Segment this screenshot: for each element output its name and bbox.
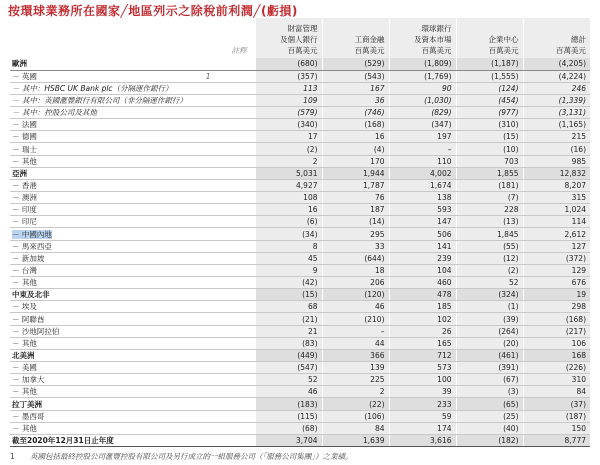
value-cell: 114	[523, 216, 590, 228]
row-label: － 其中：英國滙豐銀行有限公司（非分隔運作銀行）	[12, 95, 187, 105]
value-cell: 174	[389, 422, 456, 434]
value-cell: (40)	[456, 422, 523, 434]
row-label: 亞洲	[12, 168, 27, 178]
value-cell: (1,809)	[389, 58, 456, 70]
row-label: － 德國	[12, 132, 37, 142]
column-header: 環球銀行 及資本市場 百萬美元	[389, 18, 456, 58]
value-cell: (829)	[389, 107, 456, 119]
value-cell: (1,769)	[389, 70, 456, 82]
value-cell: (15)	[456, 131, 523, 143]
value-cell: (10)	[456, 143, 523, 155]
value-cell: (34)	[255, 228, 322, 240]
row-label: － 澳洲	[12, 193, 37, 203]
table-row	[10, 410, 590, 422]
value-cell: 141	[389, 240, 456, 252]
value-cell: (65)	[456, 398, 523, 410]
value-cell: 76	[322, 192, 389, 204]
value-cell: 8	[255, 240, 322, 252]
value-cell: 298	[523, 301, 590, 313]
row-label: － 其他	[12, 387, 37, 397]
table-row	[10, 362, 590, 374]
value-cell: 712	[389, 349, 456, 361]
value-cell: –	[389, 143, 456, 155]
value-cell: 1,944	[322, 167, 389, 179]
column-header: 工商金融 百萬美元	[322, 18, 389, 58]
value-cell: (1,187)	[456, 58, 523, 70]
row-label: － 其他	[12, 338, 37, 348]
value-cell: (4)	[322, 143, 389, 155]
table-row	[10, 131, 590, 143]
row-label: － 美國	[12, 363, 37, 373]
value-cell: (746)	[322, 107, 389, 119]
region-row	[10, 398, 590, 410]
region-row	[10, 58, 590, 70]
value-cell: 4,927	[255, 179, 322, 191]
value-cell: 478	[389, 289, 456, 301]
value-cell: 90	[389, 82, 456, 94]
value-cell: 197	[389, 131, 456, 143]
row-label-cell	[10, 264, 255, 276]
row-label-cell	[10, 240, 255, 252]
value-cell: (680)	[255, 58, 322, 70]
value-cell: (210)	[322, 313, 389, 325]
value-cell: 1,674	[389, 179, 456, 191]
row-label: － 其他	[12, 423, 37, 433]
row-label-cell	[10, 131, 255, 143]
row-label: － 加拿大	[12, 375, 45, 385]
row-label: 中東及北非	[12, 290, 50, 300]
value-cell: (115)	[255, 410, 322, 422]
value-cell: 147	[389, 216, 456, 228]
note-column-header: 註釋	[10, 18, 255, 58]
value-cell: (168)	[322, 119, 389, 131]
value-cell: 215	[523, 131, 590, 143]
value-cell: (357)	[255, 70, 322, 82]
value-cell: –	[322, 325, 389, 337]
value-cell: (4,205)	[523, 58, 590, 70]
table-row	[10, 192, 590, 204]
row-label-cell	[10, 398, 255, 410]
row-label-cell	[10, 143, 255, 155]
row-label: 拉丁美洲	[12, 399, 42, 409]
row-label-cell	[10, 228, 255, 240]
value-cell: (1,165)	[523, 119, 590, 131]
value-cell: (543)	[322, 70, 389, 82]
value-cell: 21	[255, 325, 322, 337]
value-cell: 206	[322, 277, 389, 289]
value-cell: 46	[255, 386, 322, 398]
column-header: 企業中心 百萬美元	[456, 18, 523, 58]
row-label: － 墨西哥	[12, 411, 45, 421]
row-label-cell	[10, 167, 255, 179]
value-cell: (340)	[255, 119, 322, 131]
value-cell: (187)	[523, 410, 590, 422]
row-label-cell	[10, 301, 255, 313]
value-cell: 36	[322, 94, 389, 106]
table-row	[10, 422, 590, 434]
value-cell: (22)	[322, 398, 389, 410]
row-label-cell	[10, 349, 255, 361]
value-cell: (13)	[456, 216, 523, 228]
row-label: － 其他	[12, 156, 37, 166]
value-cell: (25)	[456, 410, 523, 422]
value-cell: 225	[322, 374, 389, 386]
value-cell: (644)	[322, 252, 389, 264]
table-row	[10, 277, 590, 289]
value-cell: (372)	[523, 252, 590, 264]
value-cell: 9	[255, 264, 322, 276]
row-label: － 印尼	[12, 217, 37, 227]
value-cell: (21)	[255, 313, 322, 325]
table-row	[10, 240, 590, 252]
value-cell: 1,024	[523, 204, 590, 216]
value-cell: (15)	[255, 289, 322, 301]
value-cell: (68)	[255, 422, 322, 434]
table-row	[10, 94, 590, 106]
value-cell: (454)	[456, 94, 523, 106]
row-label-cell	[10, 386, 255, 398]
value-cell: 460	[389, 277, 456, 289]
value-cell: 593	[389, 204, 456, 216]
table-row	[10, 337, 590, 349]
value-cell: 33	[322, 240, 389, 252]
row-label: － 阿聯酋	[12, 314, 45, 324]
value-cell: (83)	[255, 337, 322, 349]
value-cell: 315	[523, 192, 590, 204]
row-label-cell	[10, 192, 255, 204]
value-cell: 2	[322, 386, 389, 398]
value-cell: (449)	[255, 349, 322, 361]
row-label-cell	[10, 107, 255, 119]
value-cell: 19	[523, 289, 590, 301]
value-cell: 106	[523, 337, 590, 349]
value-cell: 113	[255, 82, 322, 94]
column-header: 總計 百萬美元	[523, 18, 590, 58]
value-cell: 100	[389, 374, 456, 386]
value-cell: (324)	[456, 289, 523, 301]
value-cell: (106)	[322, 410, 389, 422]
row-label: － 中國內地	[12, 229, 52, 239]
row-label: 北美洲	[12, 350, 35, 360]
row-label: － 印度	[12, 205, 37, 215]
value-cell: (67)	[456, 374, 523, 386]
value-cell: 26	[389, 325, 456, 337]
value-cell: (1,555)	[456, 70, 523, 82]
row-label-cell	[10, 313, 255, 325]
row-label-cell	[10, 155, 255, 167]
value-cell: 246	[523, 82, 590, 94]
value-cell: 150	[523, 422, 590, 434]
value-cell: (977)	[456, 107, 523, 119]
value-cell: 12,832	[523, 167, 590, 179]
table-row	[10, 204, 590, 216]
value-cell: (347)	[389, 119, 456, 131]
row-label-cell	[10, 325, 255, 337]
table-row	[10, 301, 590, 313]
table-row	[10, 313, 590, 325]
row-label: － 台灣	[12, 265, 37, 275]
value-cell: 59	[389, 410, 456, 422]
table-row	[10, 119, 590, 131]
value-cell: (12)	[456, 252, 523, 264]
row-label: － 埃及	[12, 302, 37, 312]
value-cell: 139	[322, 362, 389, 374]
row-label-cell	[10, 410, 255, 422]
value-cell: 228	[456, 204, 523, 216]
value-cell: (120)	[322, 289, 389, 301]
value-cell: (7)	[456, 192, 523, 204]
value-cell: 1,855	[456, 167, 523, 179]
value-cell: 2,612	[523, 228, 590, 240]
row-label: － 馬來西亞	[12, 241, 52, 251]
row-label-cell	[10, 362, 255, 374]
table-row	[10, 179, 590, 191]
row-label-cell	[10, 58, 255, 70]
value-cell: (579)	[255, 107, 322, 119]
row-label: － 其中：HSBC UK Bank plc（分隔運作銀行）	[12, 83, 173, 93]
value-cell: 310	[523, 374, 590, 386]
value-cell: (4,224)	[523, 70, 590, 82]
value-cell: (264)	[456, 325, 523, 337]
value-cell: (461)	[456, 349, 523, 361]
value-cell: (14)	[322, 216, 389, 228]
value-cell: 16	[255, 204, 322, 216]
value-cell: (226)	[523, 362, 590, 374]
value-cell: 17	[255, 131, 322, 143]
value-cell: 138	[389, 192, 456, 204]
table-row	[10, 325, 590, 337]
page-title: 按環球業務所在國家╱地區列示之除稅前利潤╱(虧損)	[8, 4, 298, 18]
value-cell: (2)	[456, 264, 523, 276]
value-cell: 4,002	[389, 167, 456, 179]
region-row	[10, 167, 590, 179]
value-cell: (181)	[456, 179, 523, 191]
table-header-row	[10, 18, 590, 58]
row-label-cell	[10, 94, 255, 106]
value-cell: 573	[389, 362, 456, 374]
value-cell: 84	[322, 422, 389, 434]
value-cell: (547)	[255, 362, 322, 374]
value-cell: 18	[322, 264, 389, 276]
value-cell: 3,704	[255, 434, 322, 446]
value-cell: 3,616	[389, 434, 456, 446]
row-label-cell	[10, 204, 255, 216]
row-label-cell	[10, 252, 255, 264]
value-cell: 366	[322, 349, 389, 361]
table-row	[10, 107, 590, 119]
note-reference: 1	[205, 71, 211, 81]
value-cell: 239	[389, 252, 456, 264]
value-cell: (3,131)	[523, 107, 590, 119]
value-cell: 46	[322, 301, 389, 313]
row-label-cell	[10, 289, 255, 301]
value-cell: 68	[255, 301, 322, 313]
value-cell: 108	[255, 192, 322, 204]
value-cell: (42)	[255, 277, 322, 289]
row-label-cell	[10, 337, 255, 349]
value-cell: 985	[523, 155, 590, 167]
row-label: － 沙地阿拉伯	[12, 326, 60, 336]
value-cell: 167	[322, 82, 389, 94]
row-label: － 新加坡	[12, 253, 45, 263]
value-cell: 52	[456, 277, 523, 289]
profit-by-country-table	[10, 18, 590, 447]
value-cell: (182)	[456, 434, 523, 446]
value-cell: 45	[255, 252, 322, 264]
value-cell: (3)	[456, 386, 523, 398]
row-label-cell	[10, 277, 255, 289]
value-cell: 52	[255, 374, 322, 386]
value-cell: 233	[389, 398, 456, 410]
table-row	[10, 252, 590, 264]
value-cell: (124)	[456, 82, 523, 94]
row-label-cell	[10, 179, 255, 191]
value-cell: (1)	[456, 301, 523, 313]
value-cell: 109	[255, 94, 322, 106]
total-row	[10, 434, 590, 446]
region-row	[10, 289, 590, 301]
table-row	[10, 155, 590, 167]
value-cell: 187	[322, 204, 389, 216]
table-row	[10, 386, 590, 398]
value-cell: (168)	[523, 313, 590, 325]
row-label-cell	[10, 216, 255, 228]
value-cell: 170	[322, 155, 389, 167]
value-cell: 102	[389, 313, 456, 325]
row-label-cell	[10, 434, 255, 446]
row-label-cell	[10, 70, 255, 82]
value-cell: (16)	[523, 143, 590, 155]
value-cell: (6)	[255, 216, 322, 228]
row-label: － 法國	[12, 120, 37, 130]
column-header: 財富管理 及個人銀行 百萬美元	[255, 18, 322, 58]
row-label-cell	[10, 422, 255, 434]
value-cell: 506	[389, 228, 456, 240]
value-cell: 676	[523, 277, 590, 289]
value-cell: 703	[456, 155, 523, 167]
value-cell: 8,207	[523, 179, 590, 191]
region-row	[10, 349, 590, 361]
value-cell: (20)	[456, 337, 523, 349]
table-row	[10, 228, 590, 240]
value-cell: 110	[389, 155, 456, 167]
row-label: － 其他	[12, 278, 37, 288]
value-cell: 8,777	[523, 434, 590, 446]
value-cell: (217)	[523, 325, 590, 337]
value-cell: 44	[322, 337, 389, 349]
row-label: － 其中：控股公司及其他	[12, 108, 97, 118]
value-cell: (183)	[255, 398, 322, 410]
row-label: 歐洲	[12, 59, 27, 69]
table-row	[10, 143, 590, 155]
value-cell: 127	[523, 240, 590, 252]
value-cell: (2)	[255, 143, 322, 155]
table-row	[10, 216, 590, 228]
row-label-cell	[10, 82, 255, 94]
value-cell: 168	[523, 349, 590, 361]
value-cell: 104	[389, 264, 456, 276]
row-label: － 瑞士	[12, 144, 37, 154]
value-cell: (1,339)	[523, 94, 590, 106]
value-cell: 165	[389, 337, 456, 349]
value-cell: (55)	[456, 240, 523, 252]
value-cell: (310)	[456, 119, 523, 131]
value-cell: 1,639	[322, 434, 389, 446]
table-row	[10, 82, 590, 94]
value-cell: 39	[389, 386, 456, 398]
table-row	[10, 70, 590, 82]
value-cell: (391)	[456, 362, 523, 374]
value-cell: 129	[523, 264, 590, 276]
row-label: － 香港	[12, 180, 37, 190]
value-cell: (39)	[456, 313, 523, 325]
row-label: 截至2020年12月31日止年度	[12, 435, 114, 445]
table-row	[10, 374, 590, 386]
footnote: 1 英國包括最終控股公司滙豐控股有限公司及另行成立的一組服務公司（「服務公司集團」）之業績。	[10, 452, 353, 461]
table-row	[10, 264, 590, 276]
row-label-cell	[10, 119, 255, 131]
value-cell: (1,030)	[389, 94, 456, 106]
value-cell: 16	[322, 131, 389, 143]
row-label: － 英國	[12, 71, 37, 81]
value-cell: (529)	[322, 58, 389, 70]
value-cell: 84	[523, 386, 590, 398]
value-cell: 2	[255, 155, 322, 167]
value-cell: (37)	[523, 398, 590, 410]
value-cell: 1,787	[322, 179, 389, 191]
value-cell: 295	[322, 228, 389, 240]
row-label-cell	[10, 374, 255, 386]
value-cell: 185	[389, 301, 456, 313]
value-cell: 5,031	[255, 167, 322, 179]
value-cell: 1,845	[456, 228, 523, 240]
